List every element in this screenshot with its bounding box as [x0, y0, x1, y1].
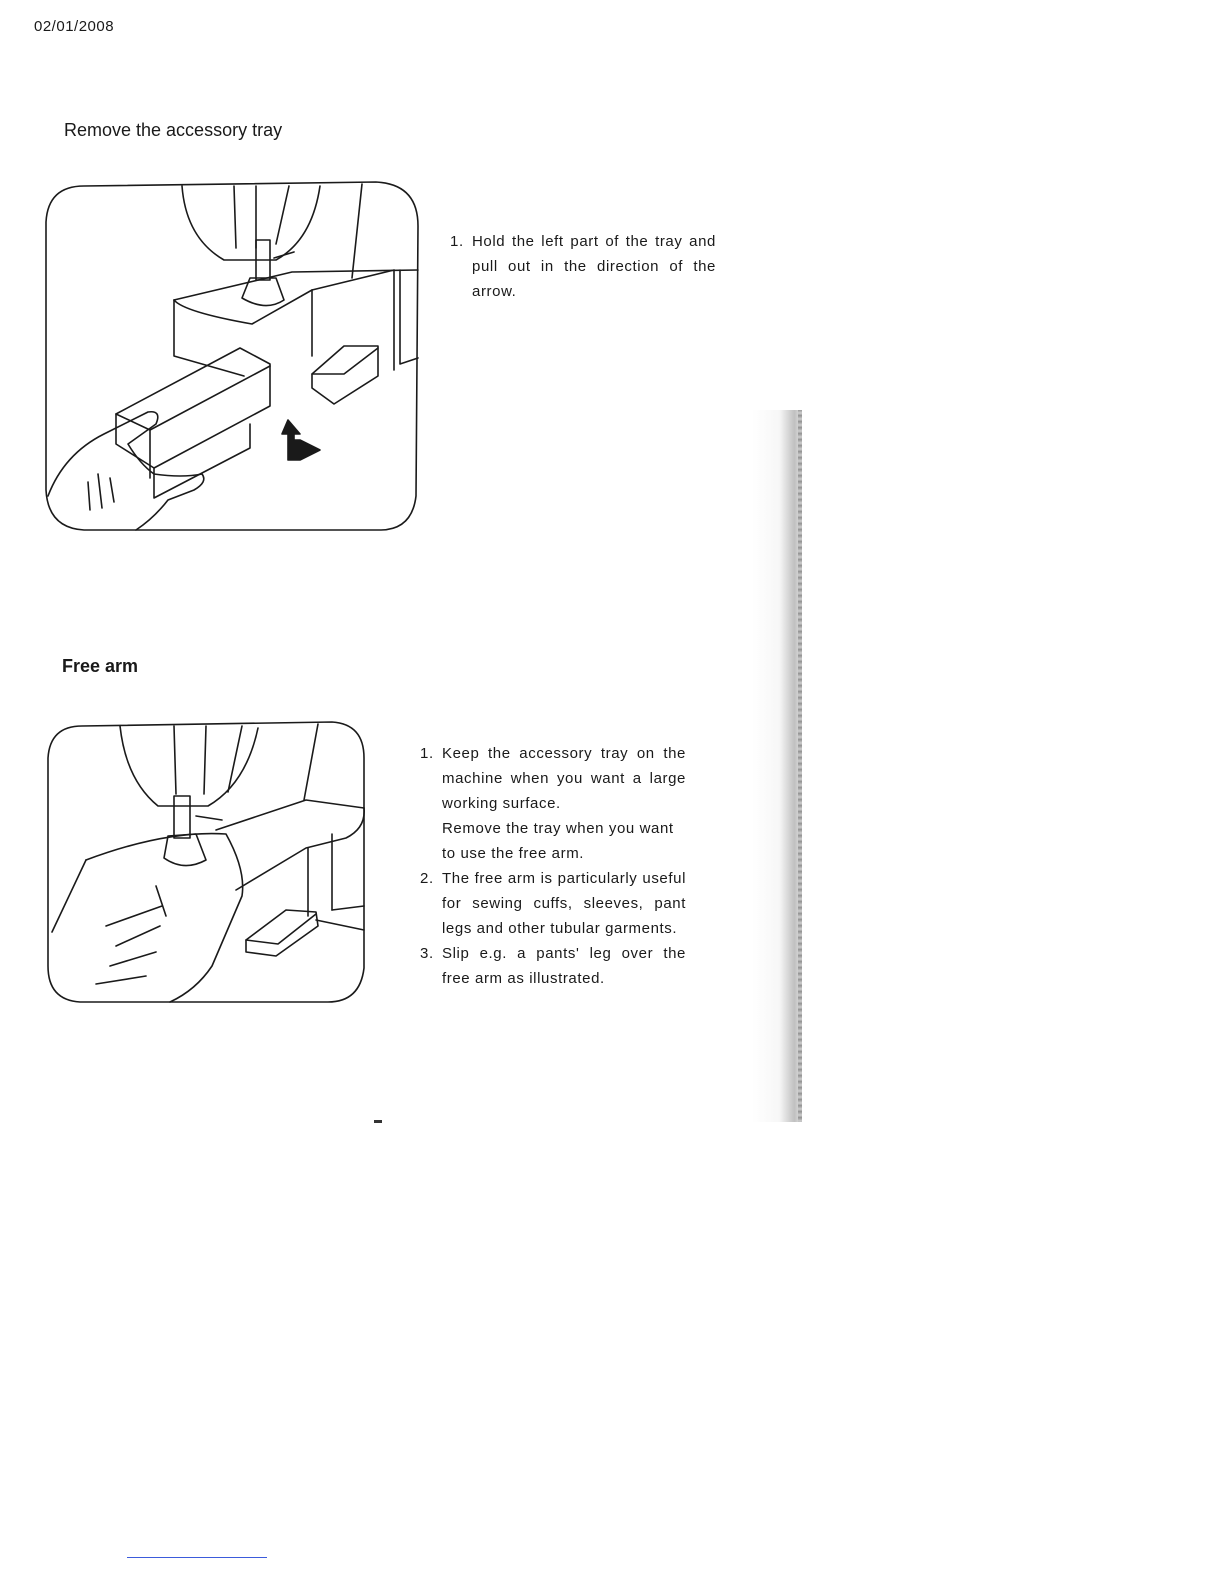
sewing-machine-tray-removal-illustration — [44, 178, 422, 534]
list-item — [450, 229, 716, 304]
list-item — [420, 741, 686, 866]
step-number: 2. — [420, 870, 434, 887]
page-date: 02/01/2008 — [34, 18, 115, 35]
step-number: 1. — [420, 745, 434, 762]
step-number: 1. — [450, 233, 464, 250]
scan-mark — [374, 1120, 382, 1123]
list-item — [420, 866, 686, 941]
section1-steps — [450, 229, 716, 304]
sewing-machine-free-arm-illustration — [46, 720, 368, 1006]
section2-steps — [420, 741, 686, 991]
section-title-free-arm: Free arm — [62, 656, 139, 676]
scan-edge-shadow — [752, 410, 802, 1122]
step-text: The free arm is particularly useful for sewing cuffs, sleeves, pant legs and other tubular garments. — [442, 870, 686, 937]
step-text: Keep the accessory tray on the machine when you want a large working surface. — [442, 745, 686, 812]
step-text: Hold the left part of the tray and pull out in the direction of the arrow. — [472, 233, 716, 300]
step-number: 3. — [420, 945, 434, 962]
list-item — [420, 941, 686, 991]
section-title-remove-tray: Remove the accessory tray — [64, 120, 283, 140]
illustration-frame — [46, 182, 418, 530]
illustration-frame — [48, 722, 364, 1002]
step-subtext: Remove the tray when you want to use the free arm. — [442, 820, 674, 862]
step-text: Slip e.g. a pants' leg over the free arm as illustrated. — [442, 945, 686, 987]
footer-rule — [127, 1557, 267, 1558]
